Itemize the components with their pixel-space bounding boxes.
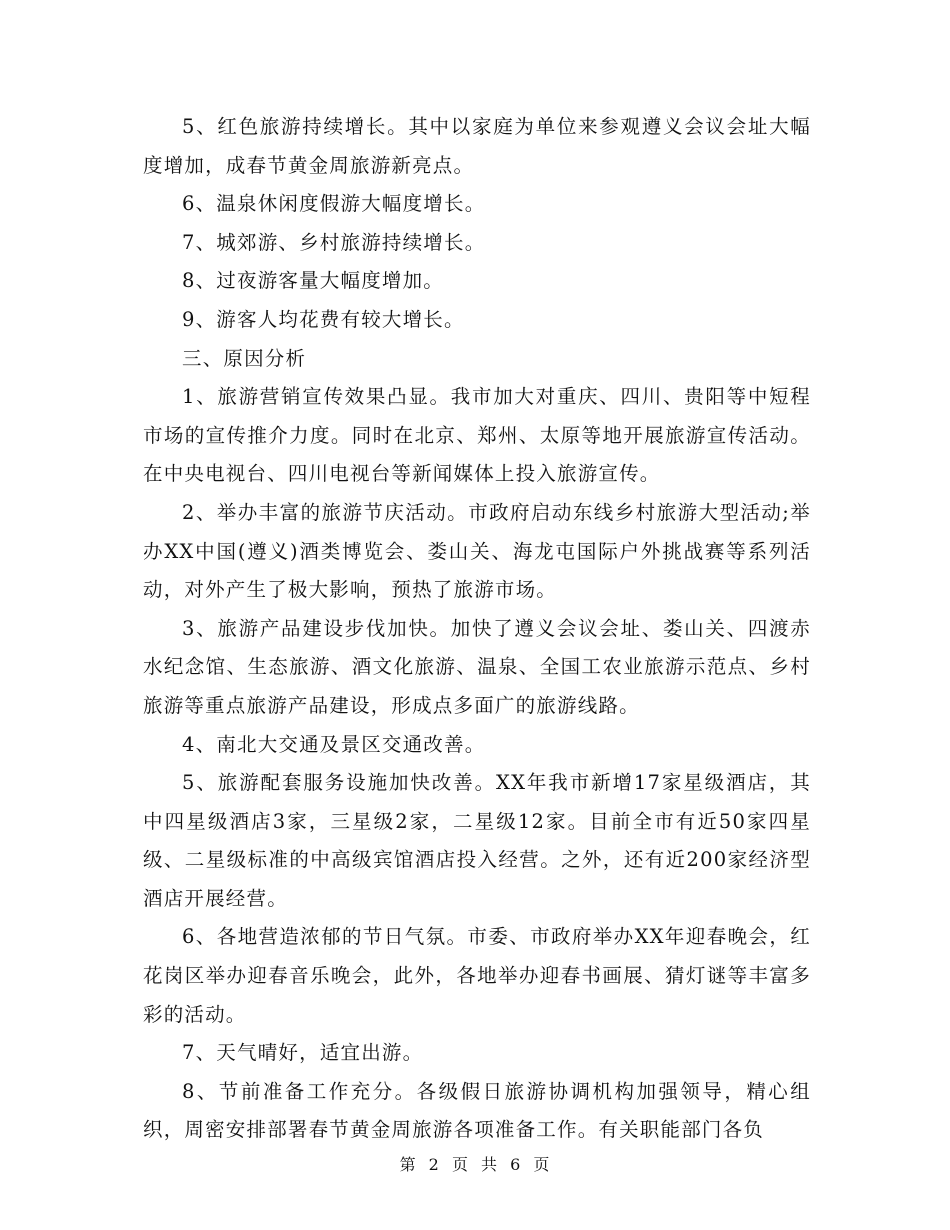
paragraph: 4、南北大交通及景区交通改善。 <box>182 732 486 756</box>
paragraph: 5、红色旅游持续增长。其中以家庭为单位来参观遵义会议会址大幅度增加，成春节黄金周旅游新亮点。 <box>143 115 811 177</box>
paragraph: 7、天气晴好，适宜出游。 <box>182 1041 424 1065</box>
paragraph: 3、旅游产品建设步伐加快。加快了遵义会议会址、娄山关、四渡赤水纪念馆、生态旅游、酒文化旅游、温泉、全国工农业旅游示范点、乡村旅游等重点旅游产品建设，形成点多面广的旅游线路。 <box>143 616 811 717</box>
paragraph: 8、节前准备工作充分。各级假日旅游协调机构加强领导，精心组织，周密安排部署春节黄金周旅游各项准备工作。有关职能部门各负 <box>143 1079 811 1142</box>
paragraph: 8、过夜游客量大幅度增加。 <box>182 269 445 293</box>
paragraph: 9、游客人均花费有较大增长。 <box>182 307 465 331</box>
paragraph: 5、旅游配套服务设施加快改善。XX年我市新增17家星级酒店，其中四星级酒店3家，三星级2家，二星级12家。目前全市有近50家四星级、二星级标准的中高级宾馆酒店投入经营。之外，还有近200家经济型酒店开展经营。 <box>143 771 811 910</box>
document-body <box>143 108 811 1150</box>
section-heading: 三、原因分析 <box>182 346 307 370</box>
paragraph: 7、城郊游、乡村旅游持续增长。 <box>182 230 486 254</box>
paragraph: 6、温泉休闲度假游大幅度增长。 <box>182 192 486 216</box>
paragraph: 6、各地营造浓郁的节日气氛。市委、市政府举办XX年迎春晚会，红花岗区举办迎春音乐晚会，此外，各地举办迎春书画展、猜灯谜等丰富多彩的活动。 <box>143 925 811 1026</box>
page-number-footer: 第 2 页 共 6 页 <box>399 1155 551 1174</box>
paragraph: 1、旅游营销宣传效果凸显。我市加大对重庆、四川、贵阳等中短程市场的宣传推介力度。同时在北京、郑州、太原等地开展旅游宣传活动。在中央电视台、四川电视台等新闻媒体上投入旅游宣传。 <box>143 385 811 486</box>
paragraph: 2、举办丰富的旅游节庆活动。市政府启动东线乡村旅游大型活动;举办XX中国(遵义)酒类博览会、娄山关、海龙屯国际户外挑战赛等系列活动，对外产生了极大影响，预热了旅游市场。 <box>143 500 811 602</box>
